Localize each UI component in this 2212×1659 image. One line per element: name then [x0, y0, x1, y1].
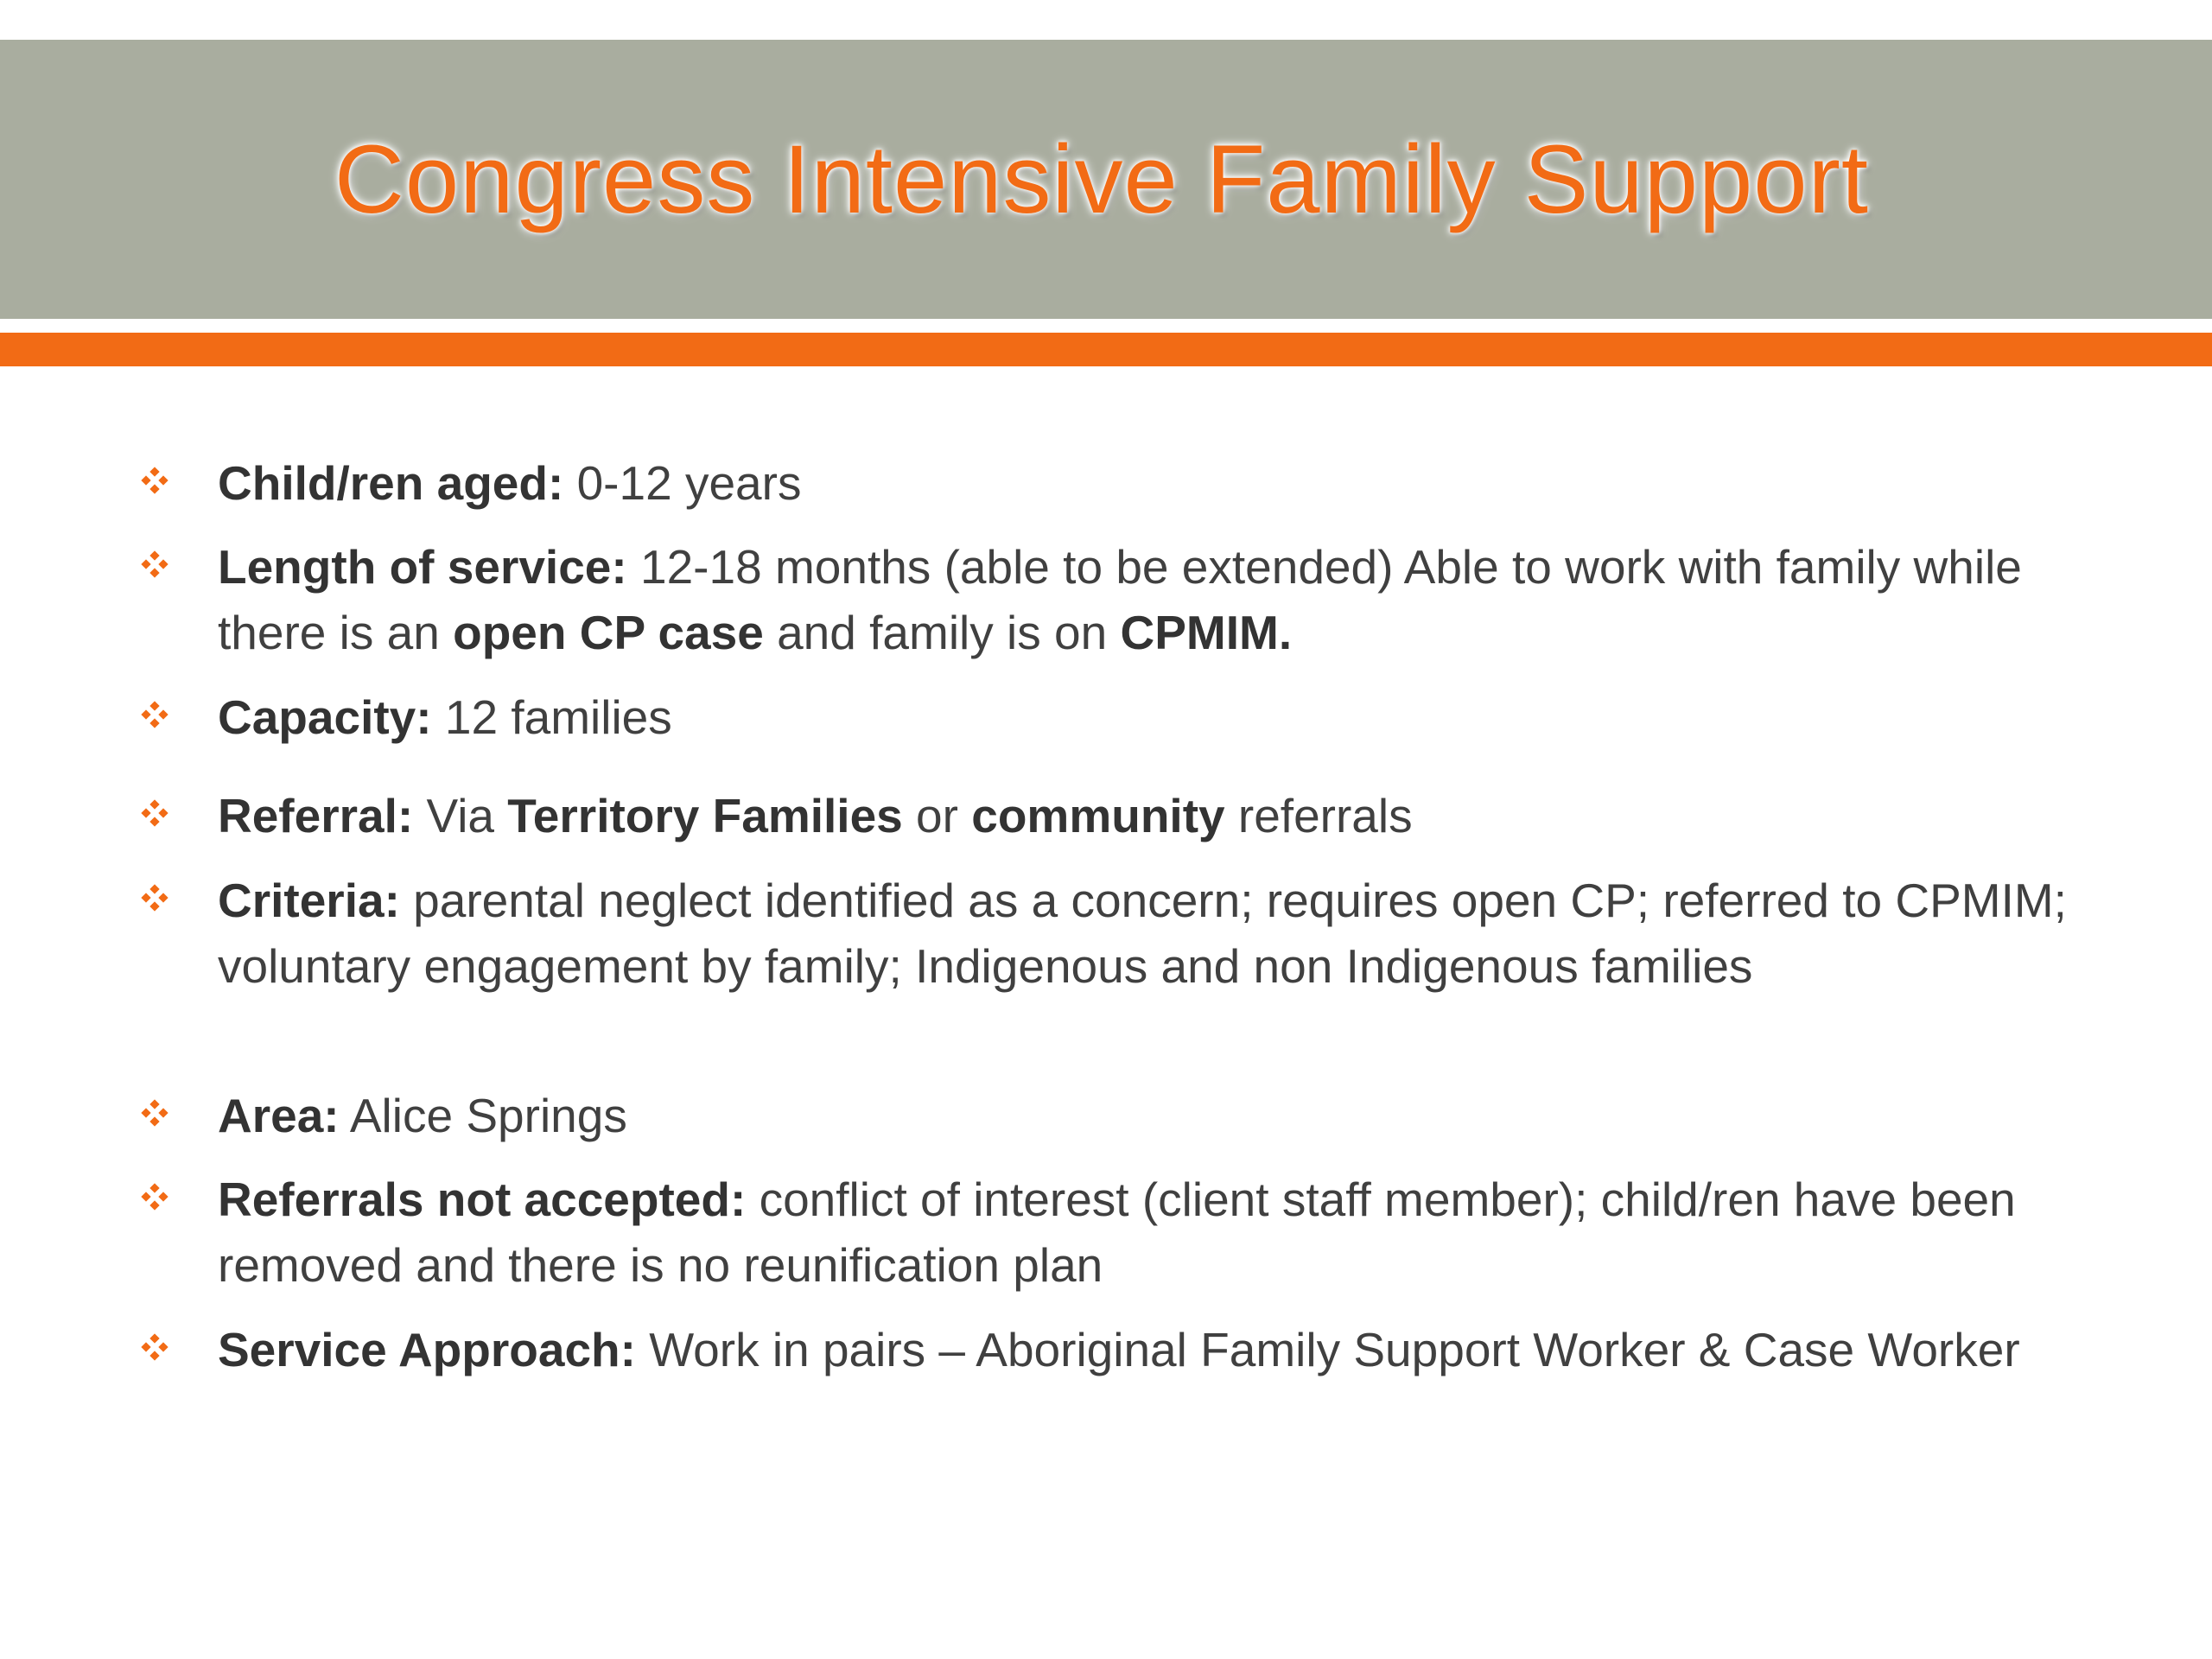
item-value: Work in pairs – Aboriginal Family Support Worker & Case Worker — [635, 1323, 2020, 1376]
item-label: Referrals not accepted: — [218, 1173, 747, 1226]
item-text — [218, 783, 2075, 849]
item-emphasis: CPMIM. — [1120, 606, 1293, 659]
diamond-four-dots-icon — [139, 1181, 170, 1212]
item-emphasis: community — [971, 789, 1225, 842]
item-text — [218, 1166, 2075, 1298]
item-value: and family is on — [763, 606, 1121, 659]
item-value: or — [902, 789, 972, 842]
slide-title: Congress Intensive Family Support — [334, 125, 1869, 233]
item-text — [218, 534, 2075, 665]
item-text — [218, 450, 2075, 516]
diamond-four-dots-icon — [139, 549, 170, 580]
diamond-four-dots-icon — [139, 1332, 170, 1363]
item-label: Referral: — [218, 789, 414, 842]
item-value: 0-12 years — [563, 456, 802, 510]
item-value: 12-18 months (able to be extended) Able to work with family while there is an — [218, 540, 2022, 659]
item-value: Alice Springs — [339, 1089, 627, 1142]
diamond-four-dots-icon — [139, 882, 170, 913]
diamond-four-dots-icon — [139, 465, 170, 496]
item-label: Area: — [218, 1089, 340, 1142]
item-value: conflict of interest (client staff member); child/ren have been removed and there is no reunification plan — [218, 1173, 2016, 1292]
item-value: parental neglect identified as a concern; requires open CP; referred to CPMIM; voluntary engagement by family; Indigenous and non Indigenous families — [218, 874, 2067, 993]
item-value: 12 families — [431, 690, 672, 744]
item-text — [218, 1317, 2075, 1382]
item-text — [218, 868, 2075, 999]
item-value: referrals — [1224, 789, 1413, 842]
item-value: Via — [413, 789, 508, 842]
item-emphasis: open CP case — [453, 606, 764, 659]
item-text — [218, 684, 2075, 750]
item-label: Service Approach: — [218, 1323, 636, 1376]
item-text — [218, 1083, 2075, 1148]
diamond-four-dots-icon — [139, 1097, 170, 1128]
diamond-four-dots-icon — [139, 699, 170, 730]
item-label: Criteria: — [218, 874, 400, 927]
item-label: Capacity: — [218, 690, 432, 744]
item-label: Length of service: — [218, 540, 627, 594]
item-label: Child/ren aged: — [218, 456, 564, 510]
item-emphasis: Territory Families — [507, 789, 903, 842]
diamond-four-dots-icon — [139, 798, 170, 829]
